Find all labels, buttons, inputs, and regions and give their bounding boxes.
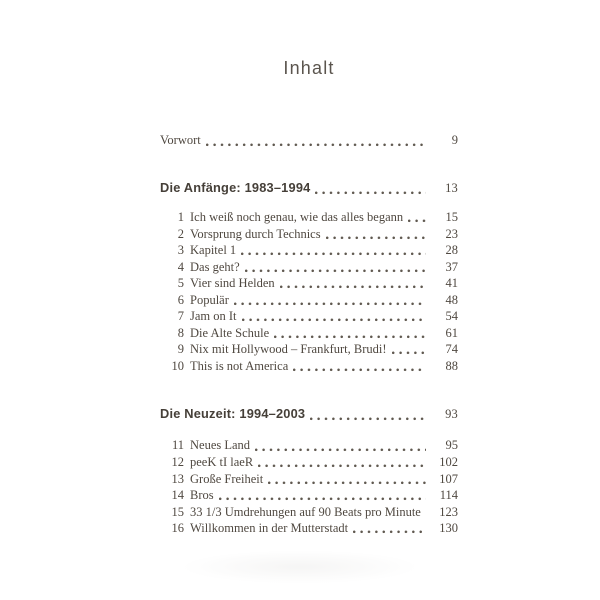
chapter-number: 16 [171, 521, 184, 536]
chapter-number: 10 [171, 358, 184, 373]
chapter-title: This is not America [190, 358, 289, 373]
chapter-title: Ich weiß noch genau, wie das alles begann [190, 210, 404, 224]
chapter-number: 8 [177, 325, 184, 340]
chapter-number: 3 [177, 243, 184, 258]
chapter-number: 12 [171, 455, 184, 470]
chapter-page-number: 48 [445, 292, 458, 307]
chapter-title: Neues Land [190, 438, 251, 453]
dot-leader [310, 417, 426, 421]
chapter-page-number: 28 [445, 243, 458, 258]
chapter-title: Jam on It [190, 309, 237, 324]
section-heading-label: Die Neuzeit: 1994–2003 [160, 406, 306, 422]
chapter-number: 6 [177, 292, 184, 307]
toc-item [160, 209, 458, 226]
section-heading-label: Die Anfänge: 1983–1994 [160, 180, 311, 195]
dot-leader [280, 285, 426, 289]
dot-leader [255, 448, 426, 452]
toc-item [160, 308, 458, 325]
toc-item [160, 471, 458, 488]
chapter-page-number: 107 [439, 471, 458, 486]
chapter-page-number: 74 [445, 342, 458, 357]
chapter-title: Bros [190, 488, 214, 503]
chapter-number: 9 [177, 342, 184, 357]
chapter-number: 4 [177, 259, 184, 274]
toc-item [160, 275, 458, 292]
dot-leader [242, 318, 426, 322]
entry-page-number: 9 [451, 133, 458, 147]
dot-leader [353, 530, 426, 534]
dot-leader [241, 252, 426, 256]
chapter-number: 5 [177, 276, 184, 291]
dot-leader [293, 368, 426, 372]
chapter-number: 13 [171, 471, 184, 486]
dot-leader [219, 497, 426, 501]
chapter-title: 33 1/3 Umdrehungen auf 90 Beats pro Minute [190, 504, 421, 519]
toc-item [160, 292, 458, 309]
dot-leader [268, 481, 426, 485]
chapter-title: Vier sind Helden [190, 276, 275, 291]
section-item-list [160, 437, 458, 536]
chapter-number: 7 [177, 309, 184, 324]
chapter-title: Die Alte Schule [190, 325, 270, 340]
chapter-title: Kapitel 1 [190, 243, 237, 258]
chapter-title: peeK tI laeR [190, 455, 254, 470]
entry-label: Vorwort [160, 133, 201, 147]
toc-item [160, 259, 458, 276]
chapter-page-number: 54 [445, 309, 458, 324]
dot-leader [234, 302, 426, 306]
chapter-title: Nix mit Hollywood – Frankfurt, Brudi! [190, 342, 387, 357]
section-heading [160, 179, 458, 197]
toc-item [160, 504, 458, 521]
chapter-page-number: 88 [445, 358, 458, 373]
toc-item [160, 487, 458, 504]
chapter-page-number: 15 [445, 210, 458, 224]
table-of-contents [160, 58, 458, 537]
section-page-number: 13 [445, 181, 458, 195]
dot-leader [408, 219, 426, 223]
chapter-page-number: 130 [439, 521, 458, 536]
dot-leader [392, 351, 426, 355]
dot-leader [326, 236, 426, 240]
dot-leader [206, 143, 426, 147]
dot-leader [258, 464, 426, 468]
chapter-page-number: 41 [445, 276, 458, 291]
dot-leader [245, 269, 426, 273]
chapter-page-number: 123 [439, 504, 458, 519]
chapter-page-number: 61 [445, 325, 458, 340]
photo-shadow [180, 550, 420, 584]
toc-entry-vorwort [160, 132, 458, 149]
section-heading [160, 405, 458, 423]
page-title: Inhalt [283, 58, 335, 78]
chapter-number: 11 [171, 438, 184, 453]
toc-item [160, 520, 458, 537]
chapter-page-number: 114 [439, 488, 458, 503]
chapter-page-number: 95 [445, 438, 458, 453]
toc-item [160, 437, 458, 454]
dot-leader [315, 191, 426, 195]
dot-leader [274, 335, 426, 339]
toc-item [160, 454, 458, 471]
chapter-page-number: 102 [439, 455, 458, 470]
toc-item [160, 358, 458, 375]
chapter-title: Große Freiheit [190, 471, 264, 486]
chapter-title: Populär [190, 292, 229, 307]
chapter-number: 1 [177, 210, 184, 224]
chapter-title: Willkommen in der Mutterstadt [190, 521, 349, 536]
chapter-title: Vorsprung durch Technics [190, 226, 321, 241]
section-page-number: 93 [445, 407, 458, 422]
toc-item [160, 341, 458, 358]
chapter-title: Das geht? [190, 259, 240, 274]
chapter-number: 14 [171, 488, 184, 503]
toc-item [160, 325, 458, 342]
toc-item [160, 242, 458, 259]
chapter-number: 2 [177, 226, 184, 241]
chapter-page-number: 37 [445, 259, 458, 274]
chapter-page-number: 23 [445, 226, 458, 241]
chapter-number: 15 [171, 504, 184, 519]
toc-item [160, 226, 458, 243]
section-item-list [160, 209, 458, 374]
